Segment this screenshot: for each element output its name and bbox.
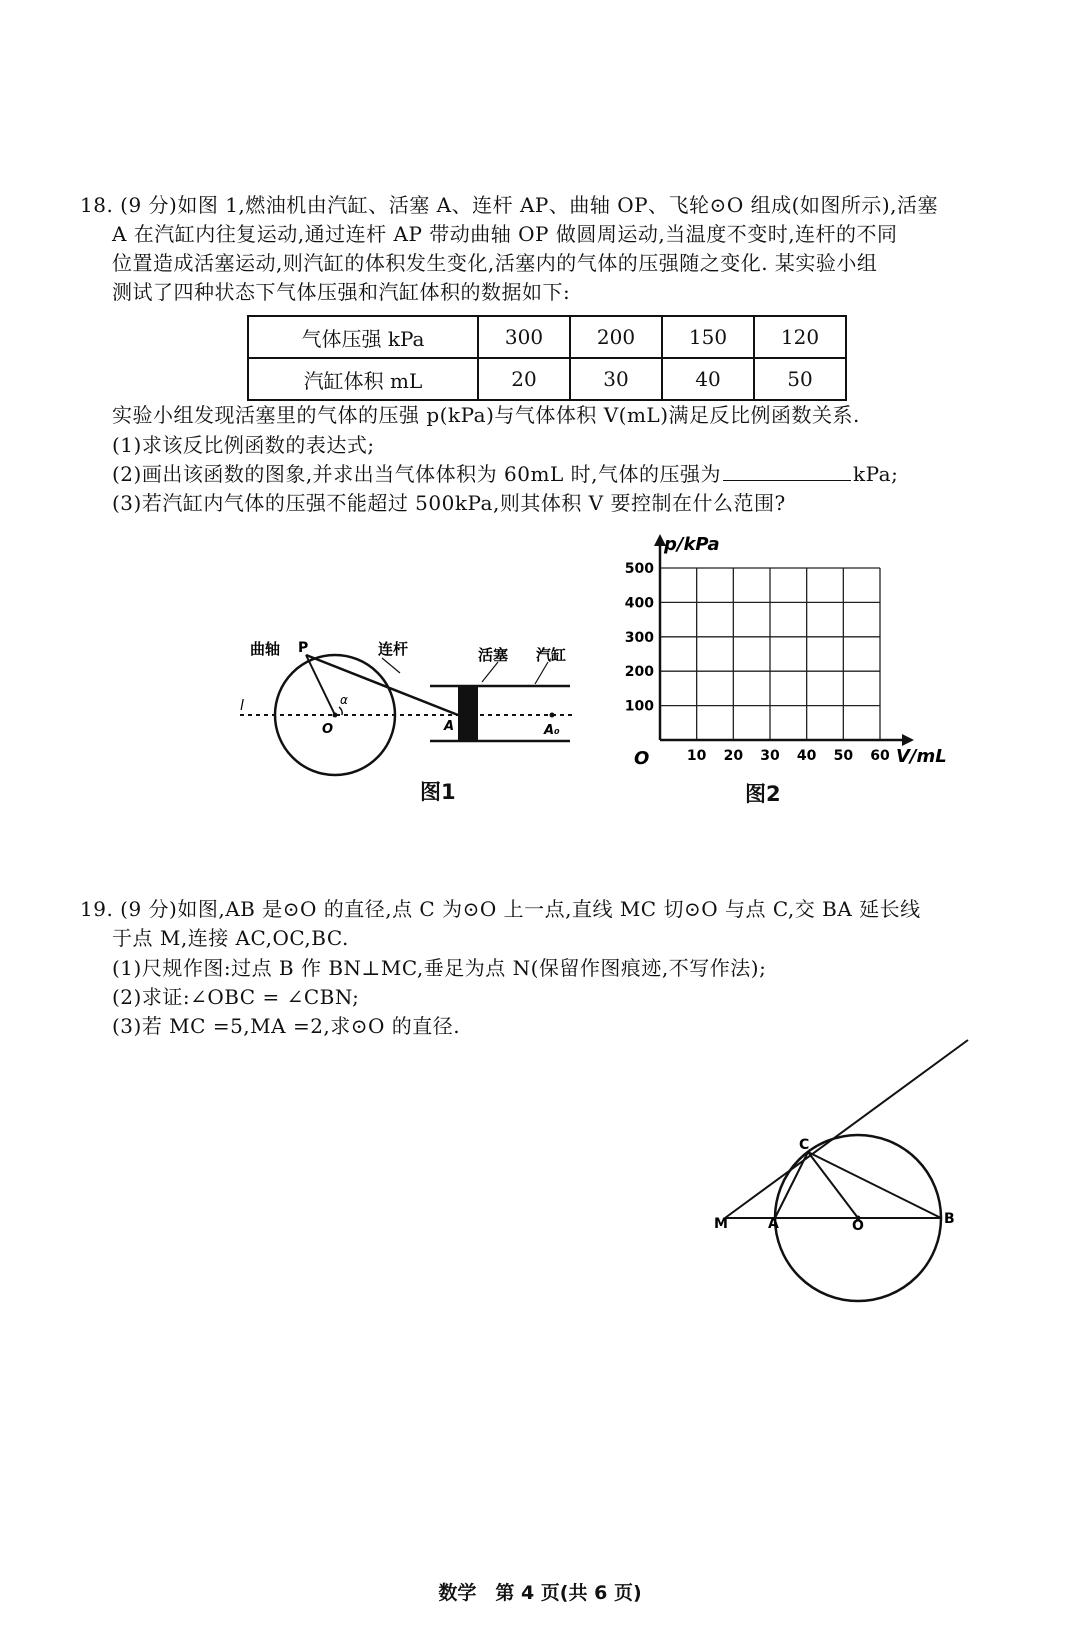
label-rod: 连杆 xyxy=(378,640,409,658)
tangent-mc xyxy=(725,1040,968,1218)
y-tick-label: 300 xyxy=(624,629,654,646)
table-cell: 300 xyxy=(478,316,570,358)
figure-2-caption: 图2 xyxy=(745,782,781,806)
label-b: B xyxy=(944,1211,955,1227)
y-axis-label: p/kPa xyxy=(664,534,720,555)
answer-blank[interactable] xyxy=(723,462,851,481)
table-row-pressure xyxy=(248,316,846,358)
label-o: O xyxy=(322,722,334,737)
y-tick-label: 100 xyxy=(624,698,654,715)
x-tick-label: 40 xyxy=(796,748,817,764)
y-tick-label: 400 xyxy=(624,595,654,612)
q18-line-2: A 在汽缸内往复运动,通过连杆 AP 带动曲轴 OP 做圆周运动,当温度不变时,连杆的不同 xyxy=(112,222,898,246)
x-tick-label: 50 xyxy=(833,748,854,764)
figure-2-grid-chart xyxy=(620,530,980,770)
center-o-dot xyxy=(333,713,338,718)
segment-bc xyxy=(808,1152,941,1218)
table-cell: 30 xyxy=(570,358,662,400)
label-piston: 活塞 xyxy=(478,646,509,664)
angle-alpha-arc xyxy=(339,707,342,715)
page-footer: 数学 第 4 页(共 6 页) xyxy=(438,1582,642,1604)
piston-block xyxy=(458,686,478,741)
rod-label-leader xyxy=(382,658,400,673)
x-axis-arrow xyxy=(902,734,914,746)
label-l: l xyxy=(240,698,244,714)
cylinder-label-leader xyxy=(535,662,548,684)
q18-line-1: 18. (9 分)如图 1,燃油机由汽缸、活塞 A、连杆 AP、曲轴 OP、飞轮⊙O 组成(如图所示),活塞 xyxy=(80,193,939,217)
q19-part2: (2)求证:∠OBC = ∠CBN; xyxy=(112,985,360,1009)
q18-part2-prefix: (2)画出该函数的图象,并求出当气体体积为 60mL 时,气体的压强为 xyxy=(112,462,721,486)
table-cell: 150 xyxy=(662,316,754,358)
label-crank: 曲轴 xyxy=(250,640,281,658)
table-cell-label: 汽缸体积 mL xyxy=(248,358,478,400)
q19-part3: (3)若 MC =5,MA =2,求⊙O 的直径. xyxy=(112,1014,461,1038)
table-row-volume xyxy=(248,358,846,400)
data-table xyxy=(247,315,847,401)
table-cell: 200 xyxy=(570,316,662,358)
q18-part2 xyxy=(112,461,898,487)
label-alpha: α xyxy=(340,693,348,707)
a0-dot xyxy=(550,713,555,718)
label-c: C xyxy=(799,1137,810,1153)
y-tick-label: 200 xyxy=(624,664,654,681)
q18-part1: (1)求该反比例函数的表达式; xyxy=(112,433,375,457)
q19-line-2: 于点 M,连接 AC,OC,BC. xyxy=(112,926,349,950)
table-cell: 50 xyxy=(754,358,846,400)
segment-ac xyxy=(775,1152,808,1218)
piston-label-leader xyxy=(482,662,498,682)
q19-part1: (1)尺规作图:过点 B 作 BN⊥MC,垂足为点 N(保留作图痕迹,不写作法); xyxy=(112,956,767,980)
q18-line-3: 位置造成活塞运动,则汽缸的体积发生变化,活塞内的气体的压强随之变化. 某实验小组 xyxy=(112,251,878,275)
table-cell: 120 xyxy=(754,316,846,358)
label-o: O xyxy=(852,1218,864,1234)
label-cylinder: 汽缸 xyxy=(536,646,567,664)
y-tick-label: 500 xyxy=(624,561,654,577)
q18-statement: 实验小组发现活塞里的气体的压强 p(kPa)与气体体积 V(mL)满足反比例函数关系. xyxy=(112,403,860,427)
table-cell-label: 气体压强 kPa xyxy=(248,316,478,358)
q18-part2-suffix: kPa; xyxy=(852,462,899,486)
q18-part3: (3)若汽缸内气体的压强不能超过 500kPa,则其体积 V 要控制在什么范围? xyxy=(112,491,786,515)
x-tick-label: 60 xyxy=(870,748,890,764)
segment-oc xyxy=(808,1152,858,1218)
x-axis-label: V/mL xyxy=(896,746,947,767)
q19-line-1: 19. (9 分)如图,AB 是⊙O 的直径,点 C 为⊙O 上一点,直线 MC 切⊙O 与点 C,交 BA 延长线 xyxy=(80,897,921,921)
label-a0: A₀ xyxy=(544,723,560,738)
figure-1-engine xyxy=(230,630,590,790)
figure-1-caption: 图1 xyxy=(420,780,456,804)
table-cell: 20 xyxy=(478,358,570,400)
label-a: A xyxy=(444,719,455,734)
origin-label: O xyxy=(634,748,650,769)
x-tick-label: 10 xyxy=(686,748,707,764)
label-m: M xyxy=(714,1216,728,1232)
q18-line-4: 测试了四种状态下气体压强和汽缸体积的数据如下: xyxy=(112,280,571,304)
x-tick-label: 30 xyxy=(760,748,780,764)
x-tick-label: 20 xyxy=(723,748,744,764)
table-cell: 40 xyxy=(662,358,754,400)
figure-19-circle xyxy=(700,1030,990,1320)
label-a: A xyxy=(768,1216,779,1232)
label-p: P xyxy=(298,640,309,656)
